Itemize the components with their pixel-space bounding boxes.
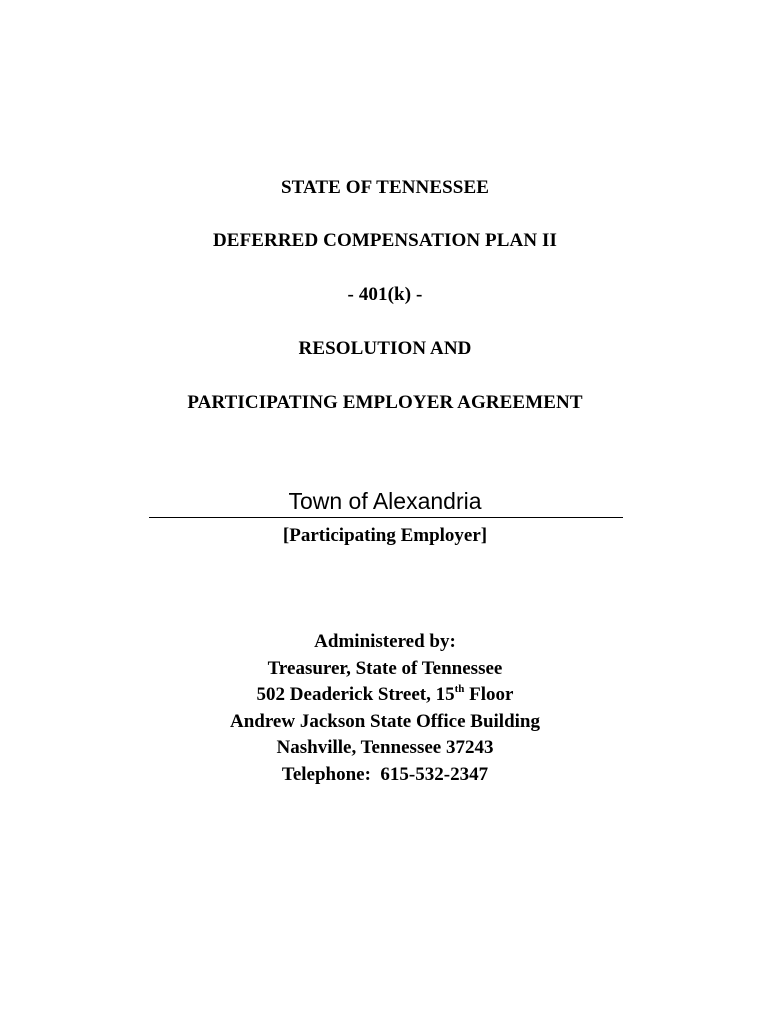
- employer-underline: [149, 517, 623, 518]
- employer-caption: [Participating Employer]: [282, 525, 488, 546]
- administrator-city: Nashville, Tennessee 37243: [276, 737, 494, 758]
- administrator-street: [0, 682, 770, 709]
- state-title: STATE OF TENNESSEE: [280, 177, 490, 198]
- street-after: Floor: [464, 684, 514, 705]
- administered-by-heading: Administered by:: [314, 631, 456, 652]
- administrator-block: [0, 629, 770, 788]
- administrator-building: Andrew Jackson State Office Building: [229, 710, 540, 732]
- resolution-heading: RESOLUTION AND: [298, 338, 472, 359]
- street-prefix: 502 Deaderick Street, 15: [256, 684, 455, 705]
- ordinal-suffix: th: [454, 683, 465, 695]
- administrator-office: Treasurer, State of Tennessee: [267, 657, 503, 679]
- employer-name-field: Town of Alexandria: [288, 488, 482, 514]
- plan-title: DEFERRED COMPENSATION PLAN II: [212, 230, 558, 251]
- agreement-heading: PARTICIPATING EMPLOYER AGREEMENT: [187, 392, 583, 413]
- plan-type: - 401(k) -: [347, 284, 423, 305]
- administrator-telephone: Telephone: 615-532-2347: [281, 763, 489, 785]
